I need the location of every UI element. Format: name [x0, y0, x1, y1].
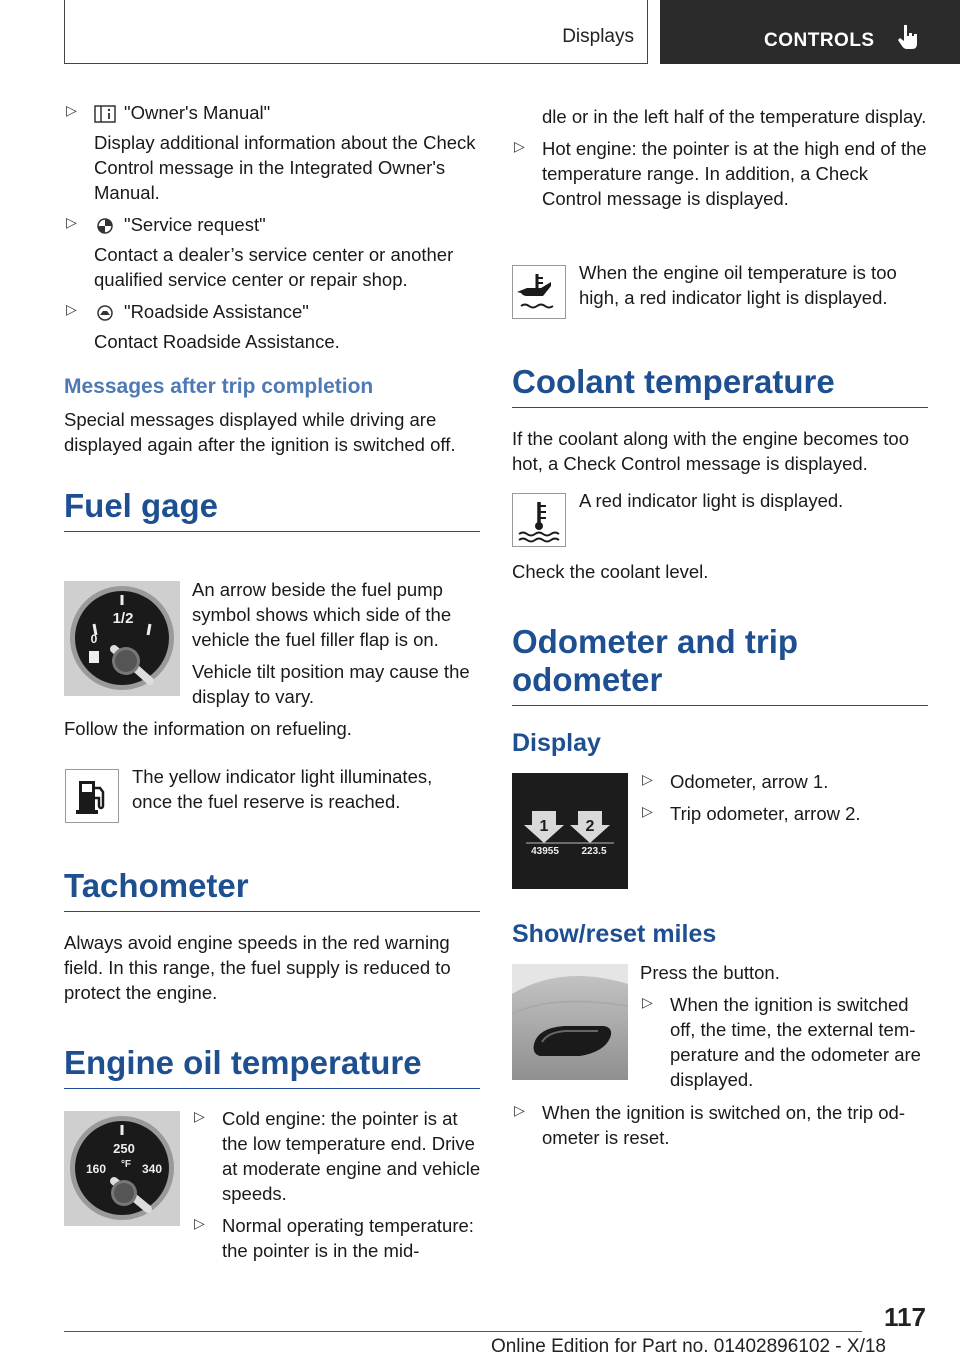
fuel-gage-para-1: An arrow beside the fuel pump symbol shows which side of the vehicle the fuel filler flap is on. [192, 579, 452, 650]
odometer-display-image [512, 773, 628, 889]
odometer-heading [512, 623, 928, 706]
oil-cold-text: Cold engine: the pointer is at the low temperature end. Drive at moderate engine and vehicle speeds. [222, 1108, 481, 1204]
coolant-check-text: Check the coolant level. [512, 561, 709, 582]
engine-oil-heading: Engine oil temperature [64, 1044, 480, 1089]
fuel-gauge-zero-label: 0 [90, 632, 98, 646]
oil-normal-text: Normal operating temperature: the pointer is in the mid- [222, 1215, 474, 1261]
list-item [512, 136, 928, 211]
fuel-pump-icon [66, 770, 118, 822]
left-column [64, 100, 480, 532]
coolant-heading: Coolant temperature [512, 363, 928, 408]
oil-indicator-box [512, 265, 566, 319]
trip-odometer-value: 223.5 [581, 846, 607, 857]
oil-gauge-high-label: 340 [141, 1162, 163, 1176]
bullet-triangle-icon: ▷ [66, 301, 77, 317]
right-column [512, 104, 928, 218]
list-item [64, 299, 480, 354]
bullet-triangle-icon: ▷ [642, 771, 653, 787]
bullet-triangle-icon: ▷ [642, 803, 653, 819]
bullet-label: "Roadside Assistance" [124, 301, 309, 322]
display-heading: Display [512, 729, 601, 757]
odometer-heading-line-1: Odometer and trip [512, 623, 799, 660]
odometer-value: 43955 [531, 846, 559, 857]
odometer-arrow-2-label: 2 [585, 818, 595, 835]
reset-text: Press the button. [640, 962, 780, 983]
bullet-triangle-icon: ▷ [194, 1215, 205, 1231]
fuel-gauge-icon [64, 581, 180, 696]
bullet-text: Contact Roadside Assistance. [94, 331, 340, 352]
bullet-triangle-icon: ▷ [642, 994, 653, 1010]
fuel-gage-heading: Fuel gage [64, 487, 480, 532]
oil-temperature-icon [513, 266, 565, 318]
fuel-indicator-box [65, 769, 119, 823]
oil-temp-list [192, 1106, 482, 1270]
trip-completion-text: Special messages displayed while driving are displayed again after the ignition is switched off. [64, 409, 456, 455]
manual-book-icon [94, 105, 116, 123]
fuel-indicator-text: The yellow indicator light illuminates, once the fuel reserve is reached. [132, 766, 433, 812]
coolant-indicator-text: A red indicator light is displayed. [579, 490, 844, 511]
oil-hot-text: Hot engine: the pointer is at the high end of the temperature range. In addition, a Check Control message is displayed. [542, 138, 927, 209]
reset-button-image [512, 964, 628, 1080]
oil-temp-gauge-image [64, 1111, 180, 1226]
oil-gauge-mid-label: 250 [113, 1141, 135, 1156]
fuel-gauge-half-label: 1/2 [112, 610, 134, 627]
bullet-label: "Owner's Manual" [124, 102, 271, 123]
reset-text-block [640, 960, 932, 1099]
list-item [640, 992, 932, 1092]
header-chapter-tab [660, 0, 960, 64]
oil-normal-continued: dle or in the left half of the temperature display. [542, 106, 927, 127]
oil-gauge-low-label: 160 [85, 1162, 107, 1176]
bullet-triangle-icon: ▷ [66, 102, 77, 118]
list-item [192, 1213, 482, 1263]
bullet-triangle-icon: ▷ [194, 1108, 205, 1124]
list-item [640, 769, 930, 794]
footer-divider [64, 1331, 862, 1332]
bullet-text: Display additional information about the Check Control message in the Integrated Owner's Manual. [94, 132, 476, 203]
footer-edition: Online Edition for Part no. 01402896102 - X/18 [490, 1336, 886, 1357]
fuel-gauge-image [64, 581, 180, 696]
tachometer-heading: Tachometer [64, 867, 480, 912]
reset-ignition-off-text: When the ignition is switched off, the time, the external temperature and the odometer are displayed. [670, 994, 921, 1090]
header-chapter-label: CONTROLS [764, 30, 875, 51]
list-item [512, 1100, 928, 1150]
odometer-arrow-1-label: 1 [539, 818, 549, 835]
odometer-item-text: Odometer, arrow 1. [670, 771, 829, 792]
bullet-text: Contact a dealer’s service center or another qualified service center or repair shop. [94, 244, 454, 290]
trip-completion-heading: Messages after trip completion [64, 375, 374, 398]
reset-ignition-on-text: When the ignition is switched on, the trip odometer is reset. [542, 1102, 906, 1148]
oil-temp-gauge-icon [64, 1111, 180, 1226]
fuel-gage-text [192, 577, 482, 709]
fuel-gage-para-2: Vehicle tilt position may cause the display to vary. [192, 661, 470, 707]
coolant-temperature-icon [513, 494, 565, 546]
tachometer-text: Always avoid engine speeds in the red warning field. In this range, the fuel supply is reduced to protect the engine. [64, 932, 451, 1003]
hand-pointer-icon [898, 24, 918, 50]
header-section-title: Displays [562, 26, 634, 47]
fuel-gage-para-3: Follow the information on refueling. [64, 718, 352, 739]
list-item [640, 801, 930, 826]
odometer-arrows-icon [512, 773, 628, 889]
coolant-text: If the coolant along with the engine becomes too hot, a Check Control message is displayed. [512, 428, 909, 474]
bullet-triangle-icon: ▷ [514, 1102, 525, 1118]
bullet-triangle-icon: ▷ [514, 138, 525, 154]
reset-button-icon [512, 964, 628, 1080]
page-number: 117 [884, 1302, 926, 1332]
bullet-triangle-icon: ▷ [66, 214, 77, 230]
list-item [192, 1106, 482, 1206]
display-list [640, 769, 930, 833]
header-frame [64, 0, 648, 64]
odometer-heading-line-2: odometer [512, 661, 663, 698]
list-item [64, 100, 480, 205]
service-request-icon [94, 217, 116, 235]
bullet-label: "Service request" [124, 214, 266, 235]
list-item [64, 212, 480, 292]
trip-odometer-item-text: Trip odometer, arrow 2. [670, 803, 861, 824]
reset-heading: Show/reset miles [512, 920, 717, 948]
oil-gauge-unit-label: °F [120, 1159, 132, 1170]
coolant-indicator-box [512, 493, 566, 547]
oil-indicator-text: When the engine oil temperature is too high, a red indicator light is displayed. [579, 262, 897, 308]
roadside-assistance-icon [94, 304, 116, 322]
